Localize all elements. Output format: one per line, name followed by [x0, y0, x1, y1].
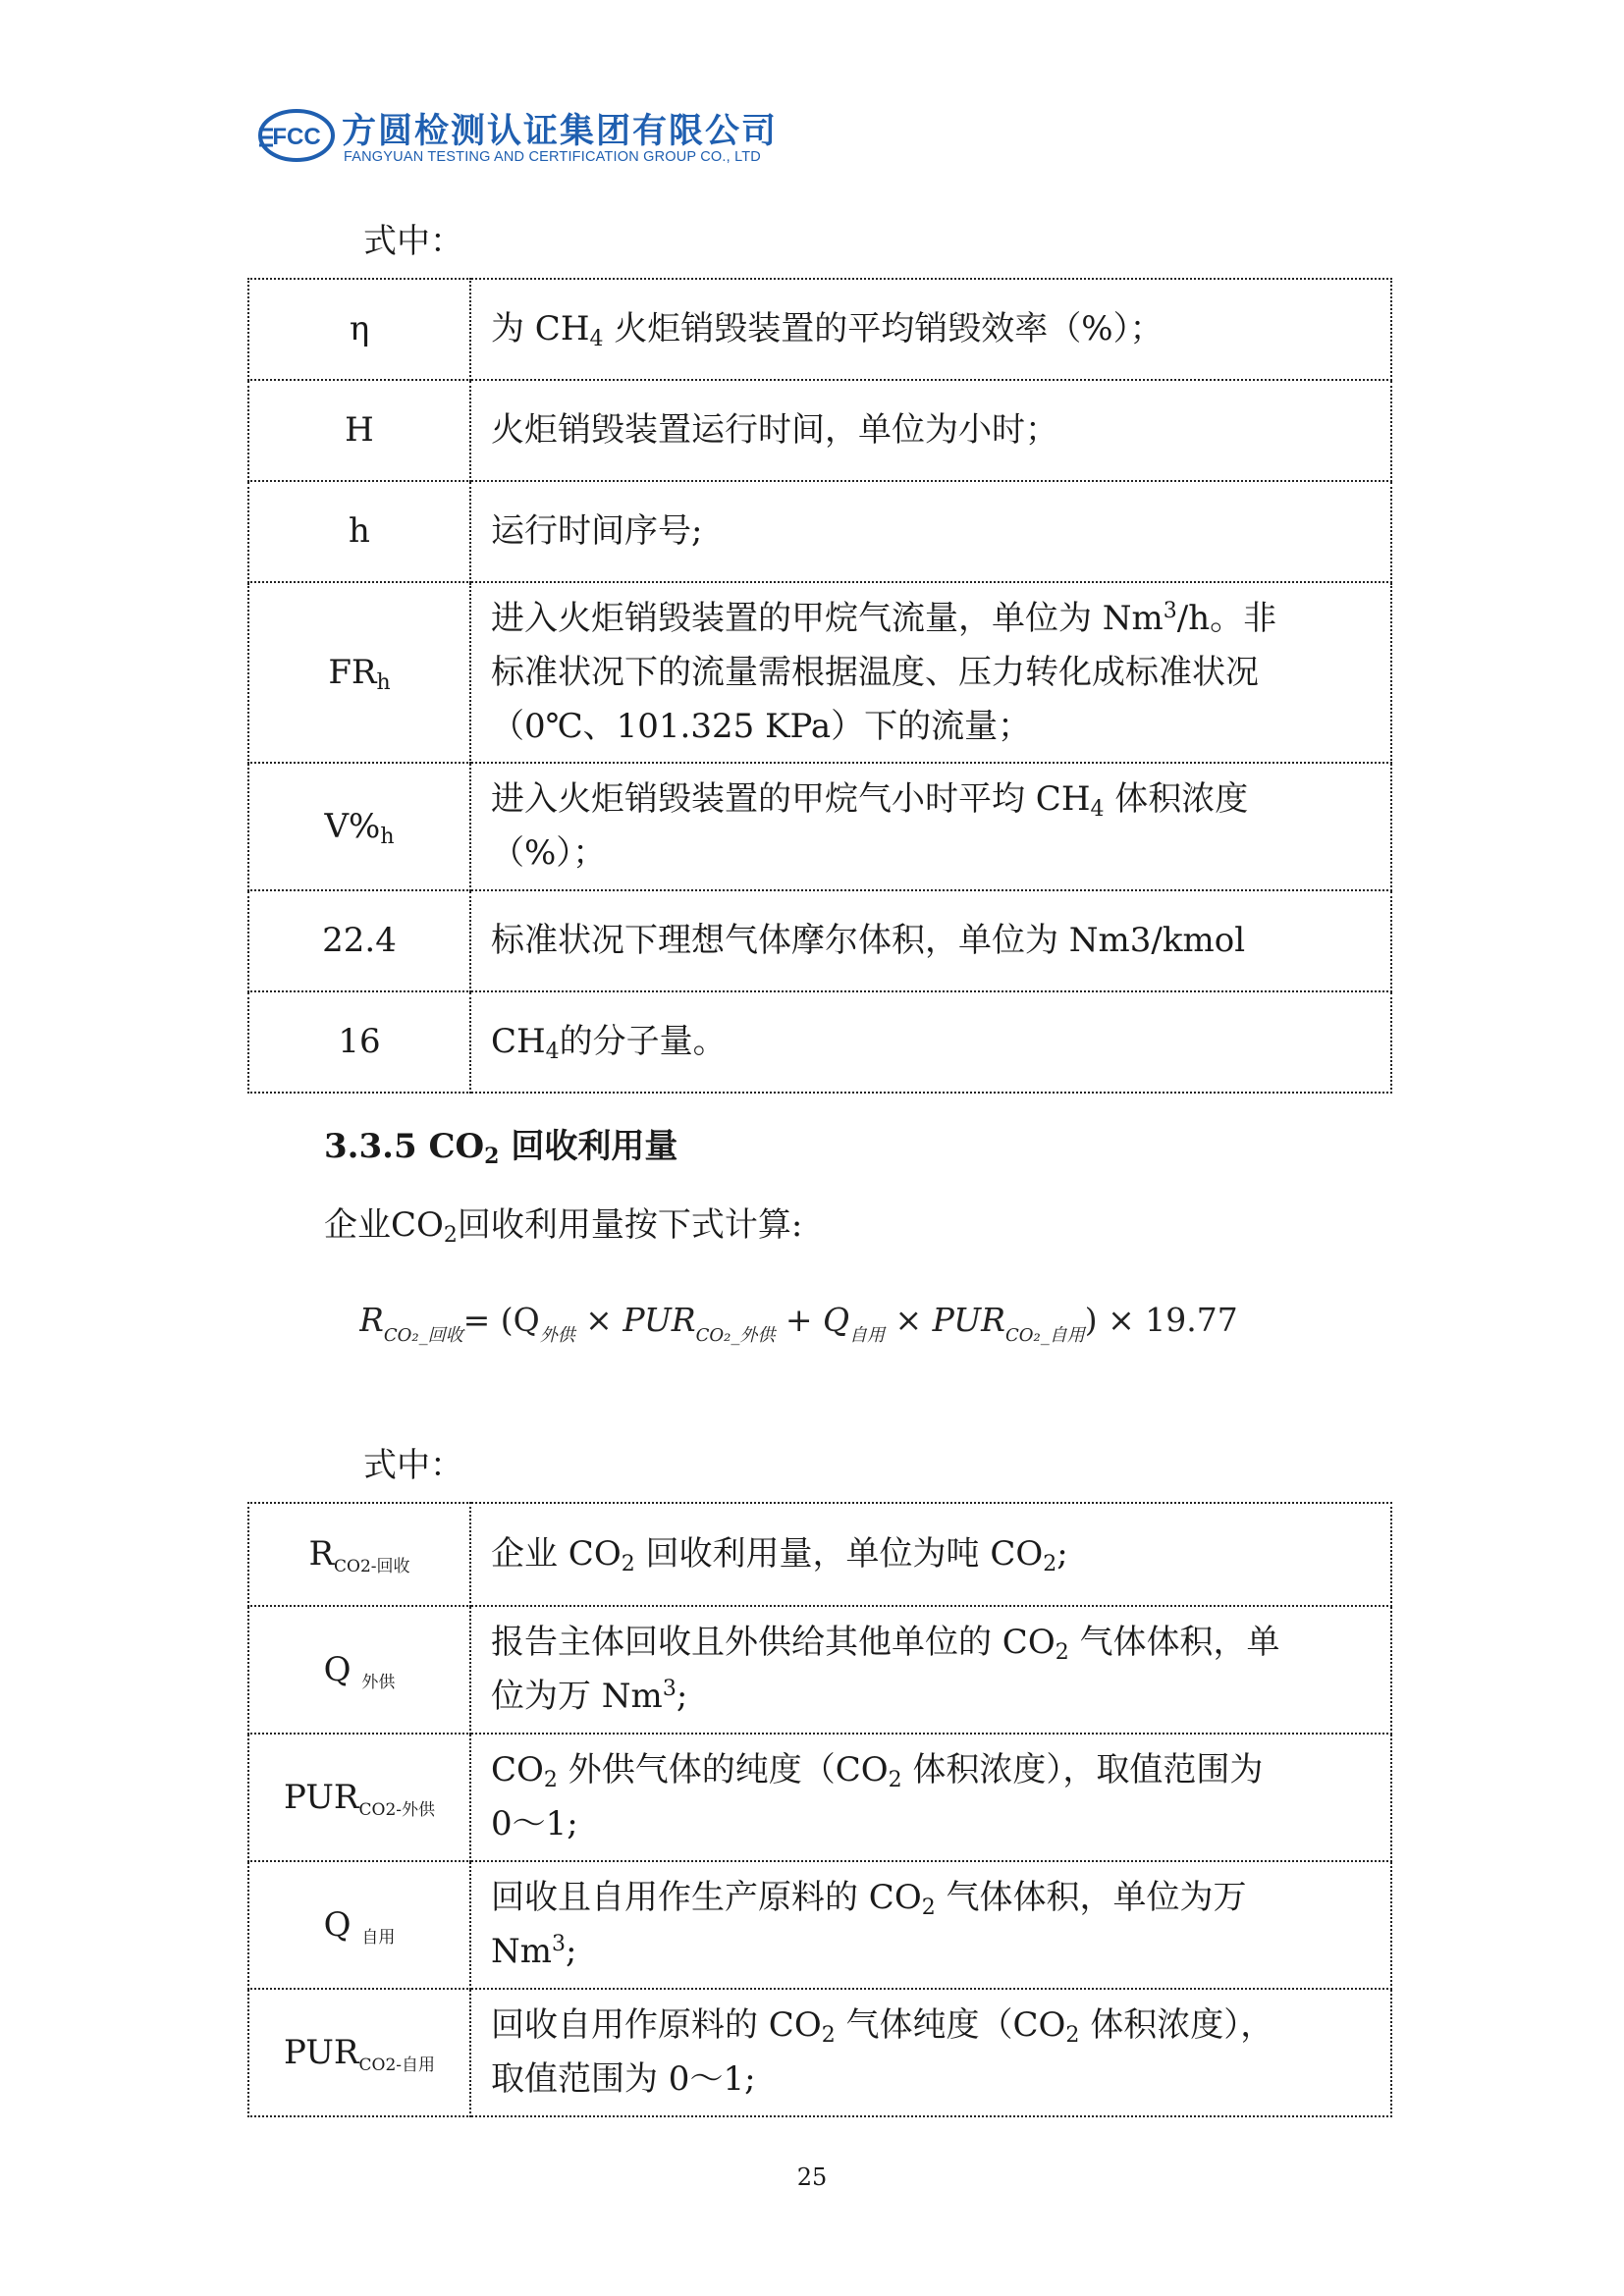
table-row — [248, 279, 1391, 380]
description-cell: $CH_4$的分子量。 — [470, 991, 1391, 1093]
table-row — [248, 991, 1391, 1093]
where-label-1: 式中： — [363, 222, 463, 261]
description-cell: 运行时间序号; — [470, 481, 1391, 582]
company-logo-icon — [257, 108, 336, 163]
table-row — [248, 380, 1391, 481]
table-row — [248, 481, 1391, 582]
table-row — [248, 1734, 1391, 1861]
variable-table-1 — [247, 278, 1392, 1094]
table-row — [248, 1606, 1391, 1734]
formula-lhs: R — [359, 1301, 384, 1339]
description-cell: 为 $CH_4$ 火炬销毁装置的平均销毁效率（%）； — [470, 279, 1391, 380]
formula-graphic — [359, 1296, 1380, 1364]
table-row — [248, 582, 1391, 763]
symbol-cell: $PUR_{CO2-外供}$ — [248, 1734, 470, 1861]
symbol-cell: Q $_{外供}$ — [248, 1606, 470, 1734]
table-row — [248, 1861, 1391, 1989]
symbol-cell: Q $_{自用}$ — [248, 1861, 470, 1989]
symbol-cell: $V\%_h$ — [248, 763, 470, 890]
description-cell: 火炬销毁装置运行时间，单位为小时； — [470, 380, 1391, 481]
description-cell: 进入火炬销毁装置的甲烷气流量，单位为 Nm$^3$/h。非 标准状况下的流量需根据温度、压力转化成标准状况 （0℃、101.325 KPa）下的流量； — [470, 582, 1391, 763]
table-row — [248, 890, 1391, 991]
symbol-cell: $PUR_{CO2-自用}$ — [248, 1989, 470, 2116]
where-label-2: 式中： — [363, 1446, 463, 1485]
description-cell: 企业 $CO_2$ 回收利用量，单位为吨 $CO_2$; — [470, 1503, 1391, 1606]
description-cell: 回收自用作原料的 $CO_2$ 气体纯度（$CO_2$ 体积浓度）， 取值范围为 0～1; — [470, 1989, 1391, 2116]
logo-letters: FCC — [272, 124, 321, 150]
description-cell: 回收且自用作生产原料的 $CO_2$ 气体体积，单位为万 Nm$^3$; — [470, 1861, 1391, 1989]
symbol-cell: 16 — [248, 991, 470, 1093]
table-row — [248, 1503, 1391, 1606]
symbol-cell: 22.4 — [248, 890, 470, 991]
symbol-cell: h — [248, 481, 470, 582]
symbol-cell: η — [248, 279, 470, 380]
symbol-cell: H — [248, 380, 470, 481]
company-name-cn: 方圆检测认证集团有限公司 — [342, 112, 779, 151]
formula — [359, 1296, 1380, 1364]
svg-text:RCO₂_回收= (Q外供 × PURCO₂_外供 + Q自: $R_{CO_2\_回收}= (Q_{外供} \times PUR_{CO_2\_外供} + Q_{自用} \times PUR_{CO_2\_自用}) \times 19.77$ — [359, 1301, 1238, 1346]
description-cell: 标准状况下理想气体摩尔体积，单位为 Nm3/kmol — [470, 890, 1391, 991]
company-header — [257, 102, 807, 171]
description-cell: 进入火炬销毁装置的甲烷气小时平均 $CH_4$ 体积浓度 （%）； — [470, 763, 1391, 890]
table-row — [248, 763, 1391, 890]
page-number: 25 — [796, 2163, 828, 2191]
table-row — [248, 1989, 1391, 2116]
variable-table-2 — [247, 1502, 1392, 2117]
intro-paragraph: 企业$CO_2$回收利用量按下式计算: — [324, 1205, 803, 1248]
description-cell: $CO_2$ 外供气体的纯度（$CO_2$ 体积浓度），取值范围为 0～1; — [470, 1734, 1391, 1861]
section-heading: 3.3.5 $CO_2$ 回收利用量 — [324, 1127, 678, 1169]
symbol-cell: $R_{CO2-回收}$ — [248, 1503, 470, 1606]
symbol-cell: $FR_h$ — [248, 582, 470, 763]
description-cell: 报告主体回收且外供给其他单位的 $CO_2$ 气体体积，单 位为万 Nm$^3$; — [470, 1606, 1391, 1734]
company-name-en: FANGYUAN TESTING AND CERTIFICATION GROUP CO., LTD — [344, 149, 761, 165]
